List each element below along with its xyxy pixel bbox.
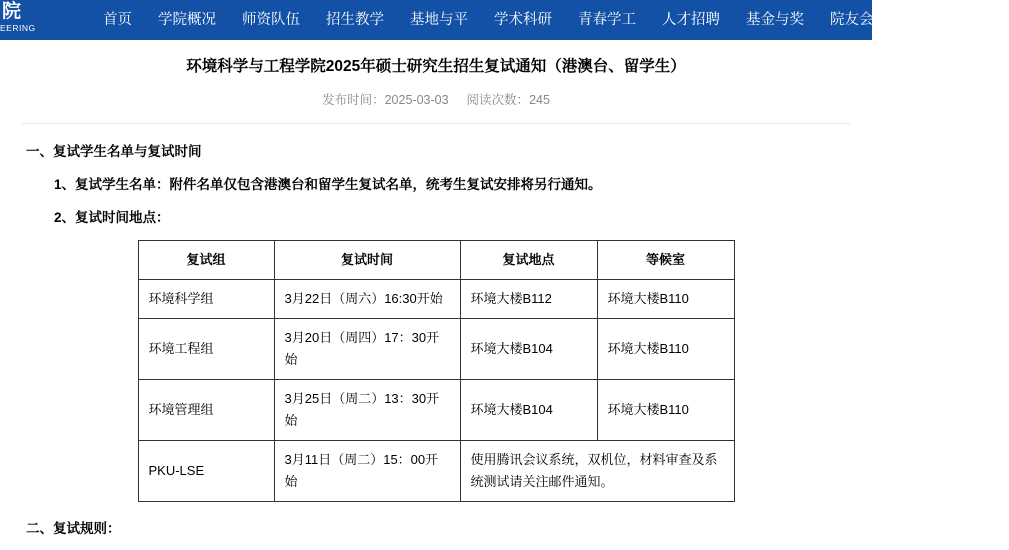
cell-waiting-room: 环境大楼B110 [597,380,734,441]
logo-english-text: EERING [0,23,36,33]
nav-item-home[interactable]: 首页 [103,12,132,28]
cell-time: 3月20日（周四）17：30开始 [274,319,460,380]
cell-place: 使用腾讯会议系统，双机位，材料审查及系统测试请关注邮件通知。 [460,441,734,502]
nav-item-english[interactable]: Eng [983,12,1009,28]
site-logo[interactable] [0,0,72,40]
nav-item-office-services[interactable]: 办公服务 [899,12,958,28]
table-row [138,319,734,380]
article-meta [22,91,850,109]
column-header-group: 复试组 [138,241,274,280]
cell-group: 环境科学组 [138,280,274,319]
schedule-table-wrapper [22,240,850,502]
view-count-value: 245 [529,93,550,107]
view-count-label: 阅读次数： [466,93,530,107]
publish-time-label: 发布时间： [322,93,385,107]
section-heading-one: 一、复试学生名单与复试时间 [26,144,202,159]
column-header-time: 复试时间 [274,241,460,280]
nav-item-recruitment[interactable]: 人才招聘 [662,12,720,28]
page-title: 环境科学与工程学院2025年硕士研究生招生复试通知（港澳台、留学生） [186,58,686,75]
nav-item-bases[interactable]: 基地与平 [410,12,468,28]
interview-schedule-table [138,240,735,502]
meta-divider [22,123,850,124]
cell-place: 环境大楼B104 [460,319,597,380]
sub-item-student-list: 1、复试学生名单：附件名单仅包含港澳台和留学生复试名单，统考生复试安排将另行通知。 [54,177,602,192]
nav-item-overview[interactable]: 学院概况 [158,12,216,28]
cell-waiting-room: 环境大楼B110 [597,280,734,319]
cell-place: 环境大楼B112 [460,280,597,319]
cell-time: 3月25日（周二）13：30开始 [274,380,460,441]
column-header-waiting-room: 等候室 [597,241,734,280]
nav-item-faculty[interactable]: 师资队伍 [242,12,300,28]
sub-item-schedule: 2、复试时间地点： [54,210,170,225]
cell-group: 环境工程组 [138,319,274,380]
top-navigation-bar [0,0,1009,40]
nav-item-funds-awards[interactable]: 基金与奖 [746,12,804,28]
logo-chinese-text: 院 [2,1,23,22]
nav-item-research[interactable]: 学术科研 [494,12,552,28]
publish-time-value: 2025-03-03 [384,93,449,107]
table-row [138,441,734,502]
table-header-row [138,241,734,280]
cell-place: 环境大楼B104 [460,380,597,441]
cell-waiting-room: 环境大楼B110 [597,319,734,380]
table-body [138,280,734,502]
table-header [138,241,734,280]
nav-item-alumni[interactable]: 院友会 [830,12,874,28]
nav-item-list [72,0,1009,40]
cell-time: 3月11日（周二）15：00开始 [274,441,460,502]
nav-item-student-affairs[interactable]: 青春学工 [578,12,636,28]
article-container [0,55,872,539]
cell-group: PKU-LSE [138,441,274,502]
table-row [138,280,734,319]
table-row [138,380,734,441]
section-heading-two: 二、复试规则： [26,521,121,536]
nav-item-admissions[interactable]: 招生教学 [326,12,384,28]
cell-time: 3月22日（周六）16:30开始 [274,280,460,319]
column-header-place: 复试地点 [460,241,597,280]
cell-group: 环境管理组 [138,380,274,441]
